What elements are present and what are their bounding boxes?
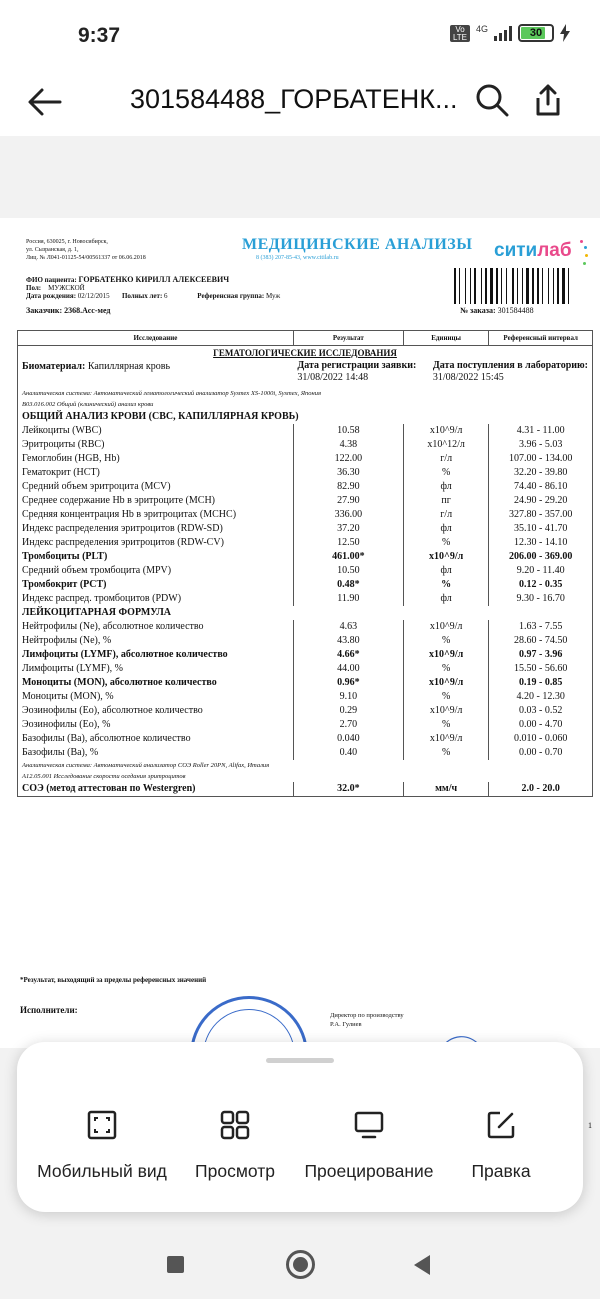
result-ref: 0.010 - 0.060 — [489, 732, 593, 746]
barcode-bar — [515, 268, 516, 304]
result-ref: 0.97 - 3.96 — [489, 648, 593, 662]
barcode — [454, 268, 587, 304]
barcode-bar — [540, 268, 541, 304]
customer: Заказчик: 2368.Асс-мед — [26, 306, 111, 315]
result-value: 0.96* — [293, 676, 403, 690]
result-row — [18, 732, 593, 746]
signal-icon — [494, 25, 512, 41]
fullscreen-icon — [87, 1110, 117, 1140]
mobile-view-label: Мобильный вид — [37, 1161, 167, 1181]
result-name: Нейтрофилы (Ne), % — [18, 634, 294, 648]
result-unit: x10^9/л — [403, 648, 488, 662]
network-type: 4G — [475, 24, 488, 34]
actions-sheet — [17, 1042, 583, 1212]
col-units: Единицы — [403, 331, 488, 346]
result-ref: 9.30 - 16.70 — [489, 592, 593, 606]
barcode-bar — [517, 268, 518, 304]
result-ref: 1.63 - 7.55 — [489, 620, 593, 634]
result-unit: фл — [403, 522, 488, 536]
result-name: Лимфоциты (LYMF), абсолютное количество — [18, 648, 294, 662]
result-value: 10.50 — [293, 564, 403, 578]
esr-note: Аналитическая система: Автоматический анализатор СОЭ Roller 20PN, Alifax, Италия — [18, 760, 593, 771]
barcode-bar — [557, 268, 559, 304]
result-value: 4.66* — [293, 648, 403, 662]
result-ref: 24.90 - 29.20 — [489, 494, 593, 508]
analyzer-note: Аналитическая система: Автоматический гематологический анализатор Sysmex XS-1000i, Sysmex, Япония — [18, 388, 593, 399]
barcode-bar — [467, 268, 469, 304]
brand-title: МЕДИЦИНСКИЕ АНАЛИЗЫ — [242, 236, 473, 253]
brand-contacts: 8 (383) 207-85-43, www.citilab.ru — [256, 255, 339, 261]
result-name: Тромбокрит (PCT) — [18, 578, 294, 592]
result-row — [18, 634, 593, 648]
result-name: Базофилы (Ba), % — [18, 746, 294, 760]
result-unit: г/л — [403, 508, 488, 522]
barcode-bar — [526, 268, 529, 304]
result-value: 0.040 — [293, 732, 403, 746]
lab-address: Россия, 630025, г. Новосибирск, ул. Сызранская, д. 1, Лиц. № Л041-01125-54/00561337 от 06.06.2018 — [26, 239, 146, 261]
result-ref: 15.50 - 56.60 — [489, 662, 593, 676]
barcode-bar — [472, 268, 473, 304]
barcode-bar — [555, 268, 556, 304]
result-unit: x10^9/л — [403, 704, 488, 718]
result-ref: 0.12 - 0.35 — [489, 578, 593, 592]
result-name: Лейкоциты (WBC) — [18, 424, 294, 438]
result-unit: x10^9/л — [403, 424, 488, 438]
barcode-bar — [544, 268, 547, 304]
esr-note: А12.05.001 Исследование скорости оседания эритроцитов — [18, 771, 593, 782]
barcode-bar — [474, 268, 476, 304]
result-row — [18, 438, 593, 452]
result-ref: 12.30 - 14.10 — [489, 536, 593, 550]
mobile-view-button[interactable] — [32, 1110, 172, 1183]
esr-unit: мм/ч — [403, 782, 488, 797]
barcode-bar — [459, 268, 460, 304]
result-row — [18, 662, 593, 676]
monitor-icon — [354, 1110, 384, 1140]
result-ref: 3.96 - 5.03 — [489, 438, 593, 452]
result-ref: 74.40 - 86.10 — [489, 480, 593, 494]
result-value: 122.00 — [293, 452, 403, 466]
result-value: 82.90 — [293, 480, 403, 494]
result-row — [18, 704, 593, 718]
esr-name: СОЭ (метод аттестован по Westergren) — [18, 782, 294, 797]
result-row — [18, 676, 593, 690]
result-unit: г/л — [403, 452, 488, 466]
nav-back-button[interactable] — [414, 1255, 430, 1275]
result-row — [18, 522, 593, 536]
result-name: Эозинофилы (Eo), абсолютное количество — [18, 704, 294, 718]
result-unit: x10^9/л — [403, 676, 488, 690]
result-ref: 0.00 - 4.70 — [489, 718, 593, 732]
barcode-bar — [562, 268, 565, 304]
barcode-bar — [501, 268, 502, 304]
barcode-bar — [570, 268, 572, 304]
barcode-bar — [481, 268, 482, 304]
system-icons — [450, 24, 570, 42]
result-unit: % — [403, 634, 488, 648]
barcode-bar — [524, 268, 525, 304]
result-name: Моноциты (MON), абсолютное количество — [18, 676, 294, 690]
barcode-bar — [470, 268, 471, 304]
result-row — [18, 494, 593, 508]
result-ref: 107.00 - 134.00 — [489, 452, 593, 466]
barcode-bar — [530, 268, 531, 304]
logo-dots-icon — [578, 238, 588, 268]
result-row — [18, 718, 593, 732]
result-row — [18, 452, 593, 466]
barcode-bar — [499, 268, 500, 304]
result-unit: % — [403, 578, 488, 592]
result-unit: % — [403, 746, 488, 760]
citilab-logo: ситилаб — [494, 240, 572, 261]
esr-row — [18, 782, 593, 797]
barcode-bar — [542, 268, 543, 304]
barcode-bar — [560, 268, 561, 304]
esr-value: 32.0* — [293, 782, 403, 797]
result-ref: 28.60 - 74.50 — [489, 634, 593, 648]
barcode-bar — [553, 268, 554, 304]
projection-label: Проецирование — [304, 1161, 434, 1181]
result-name: Средний объем тромбоцита (MPV) — [18, 564, 294, 578]
result-value: 11.90 — [293, 592, 403, 606]
footnote: *Результат, выходящий за пределы референсных значений — [20, 976, 207, 984]
result-value: 0.40 — [293, 746, 403, 760]
result-ref: 0.03 - 0.52 — [489, 704, 593, 718]
barcode-bar — [532, 268, 534, 304]
barcode-bar — [496, 268, 498, 304]
edit-icon — [486, 1110, 516, 1140]
order-number: № заказа: 301584488 — [460, 306, 534, 315]
barcode-bar — [488, 268, 489, 304]
col-reference: Референсный интервал — [489, 331, 593, 346]
result-row — [18, 424, 593, 438]
barcode-bar — [454, 268, 456, 304]
barcode-bar — [494, 268, 495, 304]
result-value: 4.38 — [293, 438, 403, 452]
projection-button[interactable] — [299, 1110, 439, 1183]
search-icon[interactable] — [474, 82, 510, 118]
esr-ref: 2.0 - 20.0 — [489, 782, 593, 797]
app-bar — [0, 70, 600, 136]
barcode-bar — [568, 268, 569, 304]
sheet-handle[interactable] — [266, 1058, 334, 1063]
result-value: 10.58 — [293, 424, 403, 438]
result-value: 12.50 — [293, 536, 403, 550]
result-unit: фл — [403, 564, 488, 578]
result-value: 43.80 — [293, 634, 403, 648]
navigation-bar — [0, 1228, 600, 1299]
barcode-bar — [566, 268, 567, 304]
result-ref: 0.19 - 0.85 — [489, 676, 593, 690]
result-ref: 0.00 - 0.70 — [489, 746, 593, 760]
battery-icon — [518, 24, 554, 42]
result-name: Гемоглобин (HGB, Hb) — [18, 452, 294, 466]
share-icon[interactable] — [530, 82, 566, 118]
back-arrow-icon[interactable] — [24, 82, 64, 122]
charging-icon — [560, 24, 570, 42]
result-unit: % — [403, 662, 488, 676]
home-button[interactable] — [286, 1250, 315, 1279]
result-unit: % — [403, 690, 488, 704]
page-number: 1 — [588, 1121, 592, 1130]
clock: 9:37 — [78, 24, 121, 47]
result-value: 9.10 — [293, 690, 403, 704]
barcode-bar — [465, 268, 466, 304]
result-row — [18, 578, 593, 592]
section-cbc: ОБЩИЙ АНАЛИЗ КРОВИ (CBC, КАПИЛЛЯРНАЯ КРОВЬ) — [18, 410, 593, 424]
barcode-bar — [522, 268, 523, 304]
registration-date: Дата регистрации заявки: 31/08/2022 14:48 — [297, 360, 417, 383]
result-value: 461.00* — [293, 550, 403, 564]
result-ref: 9.20 - 11.40 — [489, 564, 593, 578]
result-row — [18, 508, 593, 522]
result-ref: 32.20 - 39.80 — [489, 466, 593, 480]
result-ref: 4.20 - 12.30 — [489, 690, 593, 704]
biomaterial: Биоматериал: Капиллярная кровь — [18, 360, 294, 388]
status-bar — [0, 0, 600, 70]
result-unit: % — [403, 536, 488, 550]
document-page[interactable] — [0, 218, 600, 1130]
barcode-bar — [512, 268, 514, 304]
volte-icon: Vo LTE — [450, 25, 470, 42]
result-name: Эозинофилы (Eo), % — [18, 718, 294, 732]
result-row — [18, 690, 593, 704]
view-label: Просмотр — [195, 1161, 275, 1181]
result-name: Тромбоциты (PLT) — [18, 550, 294, 564]
barcode-bar — [490, 268, 493, 304]
result-row — [18, 536, 593, 550]
barcode-bar — [535, 268, 536, 304]
result-value: 4.63 — [293, 620, 403, 634]
result-row — [18, 480, 593, 494]
barcode-bar — [457, 268, 458, 304]
result-value: 36.30 — [293, 466, 403, 480]
result-row — [18, 648, 593, 662]
section-leukocyte-formula: ЛЕЙКОЦИТАРНАЯ ФОРМУЛА — [18, 606, 593, 620]
result-name: Эритроциты (RBC) — [18, 438, 294, 452]
result-name: Моноциты (MON), % — [18, 690, 294, 704]
result-name: Индекс распределения эритроцитов (RDW-CV) — [18, 536, 294, 550]
result-unit: % — [403, 718, 488, 732]
barcode-bar — [477, 268, 480, 304]
result-row — [18, 466, 593, 480]
barcode-bar — [550, 268, 552, 304]
result-unit: фл — [403, 592, 488, 606]
recents-button[interactable] — [167, 1256, 184, 1273]
edit-label: Правка — [471, 1161, 531, 1181]
result-row — [18, 550, 593, 564]
barcode-bar — [506, 268, 507, 304]
barcode-bar — [485, 268, 487, 304]
result-name: Нейтрофилы (Ne), абсолютное количество — [18, 620, 294, 634]
result-unit: x10^9/л — [403, 620, 488, 634]
col-study: Исследование — [18, 331, 294, 346]
result-name: Среднее содержание Hb в эритроците (MCH) — [18, 494, 294, 508]
result-unit: x10^9/л — [403, 732, 488, 746]
service-code-note: В03.016.002 Общий (клинический) анализ крови — [18, 399, 593, 410]
view-button[interactable] — [165, 1110, 305, 1183]
result-unit: x10^12/л — [403, 438, 488, 452]
results-table — [17, 330, 593, 797]
result-row — [18, 746, 593, 760]
patient-name: ГОРБАТЕНКО КИРИЛЛ АЛЕКСЕЕВИЧ — [78, 275, 230, 284]
result-value: 2.70 — [293, 718, 403, 732]
result-value: 37.20 — [293, 522, 403, 536]
result-name: Средний объем эритроцита (MCV) — [18, 480, 294, 494]
result-row — [18, 620, 593, 634]
result-row — [18, 592, 593, 606]
result-value: 0.29 — [293, 704, 403, 718]
barcode-bar — [508, 268, 511, 304]
result-name: Индекс распределения эритроцитов (RDW-SD) — [18, 522, 294, 536]
result-name: Лимфоциты (LYMF), % — [18, 662, 294, 676]
result-unit: x10^9/л — [403, 550, 488, 564]
barcode-bar — [537, 268, 539, 304]
barcode-bar — [483, 268, 484, 304]
result-value: 27.90 — [293, 494, 403, 508]
lab-date: Дата поступления в лабораторию: 31/08/2022 15:45 — [489, 360, 593, 388]
result-unit: пг — [403, 494, 488, 508]
battery-level: 30 — [529, 27, 543, 39]
barcode-bar — [461, 268, 464, 304]
result-ref: 35.10 - 41.70 — [489, 522, 593, 536]
result-name: Базофилы (Ba), абсолютное количество — [18, 732, 294, 746]
result-ref: 327.80 - 357.00 — [489, 508, 593, 522]
barcode-bar — [519, 268, 521, 304]
barcode-bar — [503, 268, 505, 304]
document-title: 301584488_ГОРБАТЕНК... — [130, 84, 458, 114]
grid-icon — [220, 1110, 250, 1140]
result-value: 44.00 — [293, 662, 403, 676]
result-ref: 4.31 - 11.00 — [489, 424, 593, 438]
result-unit: фл — [403, 480, 488, 494]
result-value: 336.00 — [293, 508, 403, 522]
barcode-bar — [548, 268, 549, 304]
edit-button[interactable] — [431, 1110, 571, 1183]
result-unit: % — [403, 466, 488, 480]
group-title: ГЕМАТОЛОГИЧЕСКИЕ ИССЛЕДОВАНИЯ — [18, 346, 593, 361]
result-name: Гематокрит (HCT) — [18, 466, 294, 480]
patient-info: ФИО пациента: ГОРБАТЕНКО КИРИЛЛ АЛЕКСЕЕВИЧ Пол: МУЖСКОЙ Дата рождения: 02/12/2015 Полных лет: 6 Референсная группа: Муж — [26, 275, 281, 300]
result-ref: 206.00 - 369.00 — [489, 550, 593, 564]
col-result: Результат — [293, 331, 403, 346]
result-value: 0.48* — [293, 578, 403, 592]
result-name: Индекс распред. тромбоцитов (PDW) — [18, 592, 294, 606]
result-name: Средняя концентрация Hb в эритроцитах (MCHC) — [18, 508, 294, 522]
director: Директор по производству Р.А. Гулиев — [330, 1012, 404, 1028]
result-row — [18, 564, 593, 578]
performers-label: Исполнители: — [20, 1005, 78, 1015]
